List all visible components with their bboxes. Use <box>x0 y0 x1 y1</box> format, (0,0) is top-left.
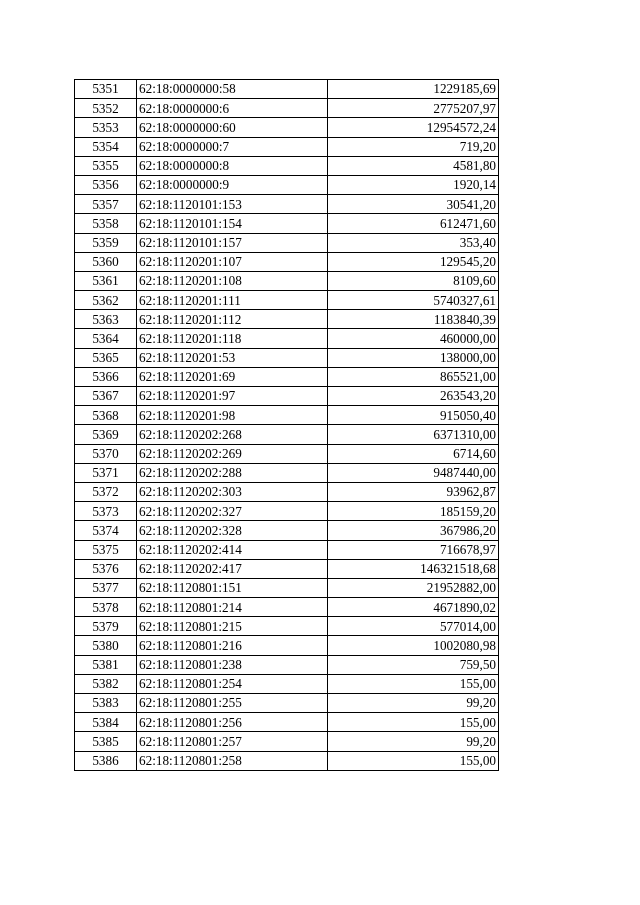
cadastral-number-cell: 62:18:1120801:214 <box>137 598 328 617</box>
cadastral-number-cell: 62:18:0000000:60 <box>137 118 328 137</box>
cadastral-number-cell: 62:18:1120801:258 <box>137 751 328 770</box>
cadastral-value-cell: 9487440,00 <box>328 463 499 482</box>
cadastral-number-cell: 62:18:1120201:118 <box>137 329 328 348</box>
row-number-cell: 5384 <box>75 713 137 732</box>
table-row <box>75 694 499 713</box>
row-number-cell: 5363 <box>75 310 137 329</box>
cadastral-value-cell: 155,00 <box>328 751 499 770</box>
table-row <box>75 598 499 617</box>
table-row <box>75 214 499 233</box>
table-row <box>75 406 499 425</box>
row-number-cell: 5380 <box>75 636 137 655</box>
table-row <box>75 252 499 271</box>
table-row <box>75 463 499 482</box>
table-row <box>75 80 499 99</box>
cadastral-number-cell: 62:18:1120101:157 <box>137 233 328 252</box>
cadastral-value-cell: 21952882,00 <box>328 578 499 597</box>
cadastral-value-cell: 6371310,00 <box>328 425 499 444</box>
cadastral-value-cell: 460000,00 <box>328 329 499 348</box>
row-number-cell: 5376 <box>75 559 137 578</box>
cadastral-number-cell: 62:18:1120202:268 <box>137 425 328 444</box>
cadastral-number-cell: 62:18:1120201:112 <box>137 310 328 329</box>
table-row <box>75 425 499 444</box>
table-row <box>75 540 499 559</box>
cadastral-number-cell: 62:18:1120801:257 <box>137 732 328 751</box>
cadastral-value-table <box>74 79 499 771</box>
cadastral-value-cell: 99,20 <box>328 732 499 751</box>
row-number-cell: 5366 <box>75 367 137 386</box>
table-row <box>75 387 499 406</box>
row-number-cell: 5378 <box>75 598 137 617</box>
cadastral-value-cell: 146321518,68 <box>328 559 499 578</box>
row-number-cell: 5373 <box>75 502 137 521</box>
row-number-cell: 5354 <box>75 137 137 156</box>
cadastral-value-cell: 5740327,61 <box>328 291 499 310</box>
cadastral-number-cell: 62:18:0000000:9 <box>137 175 328 194</box>
table-row <box>75 99 499 118</box>
table-row <box>75 674 499 693</box>
cadastral-value-cell: 1183840,39 <box>328 310 499 329</box>
table-row <box>75 732 499 751</box>
row-number-cell: 5385 <box>75 732 137 751</box>
cadastral-value-cell: 2775207,97 <box>328 99 499 118</box>
row-number-cell: 5365 <box>75 348 137 367</box>
cadastral-number-cell: 62:18:1120202:417 <box>137 559 328 578</box>
table-row <box>75 310 499 329</box>
row-number-cell: 5362 <box>75 291 137 310</box>
cadastral-number-cell: 62:18:0000000:7 <box>137 137 328 156</box>
cadastral-number-cell: 62:18:1120801:256 <box>137 713 328 732</box>
cadastral-value-cell: 6714,60 <box>328 444 499 463</box>
table-row <box>75 559 499 578</box>
table-body <box>75 80 499 771</box>
cadastral-value-cell: 577014,00 <box>328 617 499 636</box>
table-row <box>75 751 499 770</box>
row-number-cell: 5361 <box>75 271 137 290</box>
cadastral-value-cell: 4671890,02 <box>328 598 499 617</box>
cadastral-number-cell: 62:18:1120202:327 <box>137 502 328 521</box>
table-row <box>75 195 499 214</box>
cadastral-value-cell: 716678,97 <box>328 540 499 559</box>
cadastral-value-cell: 353,40 <box>328 233 499 252</box>
cadastral-number-cell: 62:18:1120801:238 <box>137 655 328 674</box>
cadastral-value-cell: 915050,40 <box>328 406 499 425</box>
table-row <box>75 329 499 348</box>
row-number-cell: 5370 <box>75 444 137 463</box>
table-row <box>75 233 499 252</box>
cadastral-number-cell: 62:18:0000000:6 <box>137 99 328 118</box>
row-number-cell: 5355 <box>75 156 137 175</box>
cadastral-number-cell: 62:18:1120801:215 <box>137 617 328 636</box>
row-number-cell: 5369 <box>75 425 137 444</box>
cadastral-number-cell: 62:18:1120801:254 <box>137 674 328 693</box>
cadastral-value-cell: 12954572,24 <box>328 118 499 137</box>
row-number-cell: 5358 <box>75 214 137 233</box>
cadastral-number-cell: 62:18:1120202:414 <box>137 540 328 559</box>
cadastral-number-cell: 62:18:1120801:151 <box>137 578 328 597</box>
cadastral-value-cell: 865521,00 <box>328 367 499 386</box>
table-row <box>75 655 499 674</box>
row-number-cell: 5357 <box>75 195 137 214</box>
cadastral-number-cell: 62:18:0000000:58 <box>137 80 328 99</box>
row-number-cell: 5382 <box>75 674 137 693</box>
cadastral-value-cell: 30541,20 <box>328 195 499 214</box>
table-row <box>75 271 499 290</box>
table-row <box>75 137 499 156</box>
cadastral-number-cell: 62:18:1120202:328 <box>137 521 328 540</box>
table-row <box>75 118 499 137</box>
row-number-cell: 5383 <box>75 694 137 713</box>
row-number-cell: 5364 <box>75 329 137 348</box>
cadastral-number-cell: 62:18:1120801:216 <box>137 636 328 655</box>
cadastral-number-cell: 62:18:1120201:69 <box>137 367 328 386</box>
row-number-cell: 5360 <box>75 252 137 271</box>
cadastral-number-cell: 62:18:1120201:108 <box>137 271 328 290</box>
cadastral-value-cell: 93962,87 <box>328 482 499 501</box>
row-number-cell: 5375 <box>75 540 137 559</box>
table-row <box>75 578 499 597</box>
row-number-cell: 5351 <box>75 80 137 99</box>
table-row <box>75 482 499 501</box>
table-row <box>75 617 499 636</box>
cadastral-value-cell: 138000,00 <box>328 348 499 367</box>
cadastral-value-cell: 612471,60 <box>328 214 499 233</box>
row-number-cell: 5356 <box>75 175 137 194</box>
cadastral-value-cell: 719,20 <box>328 137 499 156</box>
cadastral-number-cell: 62:18:1120201:97 <box>137 387 328 406</box>
row-number-cell: 5368 <box>75 406 137 425</box>
row-number-cell: 5381 <box>75 655 137 674</box>
table-row <box>75 444 499 463</box>
cadastral-value-cell: 4581,80 <box>328 156 499 175</box>
cadastral-number-cell: 62:18:1120101:154 <box>137 214 328 233</box>
cadastral-value-cell: 155,00 <box>328 674 499 693</box>
table-row <box>75 348 499 367</box>
table-row <box>75 291 499 310</box>
table-row <box>75 175 499 194</box>
row-number-cell: 5371 <box>75 463 137 482</box>
cadastral-value-cell: 263543,20 <box>328 387 499 406</box>
row-number-cell: 5372 <box>75 482 137 501</box>
cadastral-number-cell: 62:18:1120801:255 <box>137 694 328 713</box>
cadastral-number-cell: 62:18:1120202:303 <box>137 482 328 501</box>
row-number-cell: 5359 <box>75 233 137 252</box>
table-row <box>75 502 499 521</box>
cadastral-value-cell: 155,00 <box>328 713 499 732</box>
cadastral-number-cell: 62:18:0000000:8 <box>137 156 328 175</box>
cadastral-value-cell: 185159,20 <box>328 502 499 521</box>
cadastral-number-cell: 62:18:1120101:153 <box>137 195 328 214</box>
row-number-cell: 5377 <box>75 578 137 597</box>
row-number-cell: 5374 <box>75 521 137 540</box>
table-row <box>75 713 499 732</box>
cadastral-number-cell: 62:18:1120201:111 <box>137 291 328 310</box>
cadastral-value-cell: 1002080,98 <box>328 636 499 655</box>
cadastral-value-cell: 129545,20 <box>328 252 499 271</box>
cadastral-value-cell: 1229185,69 <box>328 80 499 99</box>
table-row <box>75 636 499 655</box>
cadastral-value-cell: 8109,60 <box>328 271 499 290</box>
row-number-cell: 5379 <box>75 617 137 636</box>
cadastral-number-cell: 62:18:1120201:107 <box>137 252 328 271</box>
cadastral-value-cell: 99,20 <box>328 694 499 713</box>
row-number-cell: 5367 <box>75 387 137 406</box>
row-number-cell: 5386 <box>75 751 137 770</box>
table-row <box>75 367 499 386</box>
cadastral-number-cell: 62:18:1120202:288 <box>137 463 328 482</box>
cadastral-value-cell: 367986,20 <box>328 521 499 540</box>
table-row <box>75 156 499 175</box>
cadastral-number-cell: 62:18:1120201:98 <box>137 406 328 425</box>
row-number-cell: 5353 <box>75 118 137 137</box>
cadastral-value-cell: 759,50 <box>328 655 499 674</box>
cadastral-number-cell: 62:18:1120201:53 <box>137 348 328 367</box>
cadastral-value-cell: 1920,14 <box>328 175 499 194</box>
cadastral-number-cell: 62:18:1120202:269 <box>137 444 328 463</box>
row-number-cell: 5352 <box>75 99 137 118</box>
table-row <box>75 521 499 540</box>
